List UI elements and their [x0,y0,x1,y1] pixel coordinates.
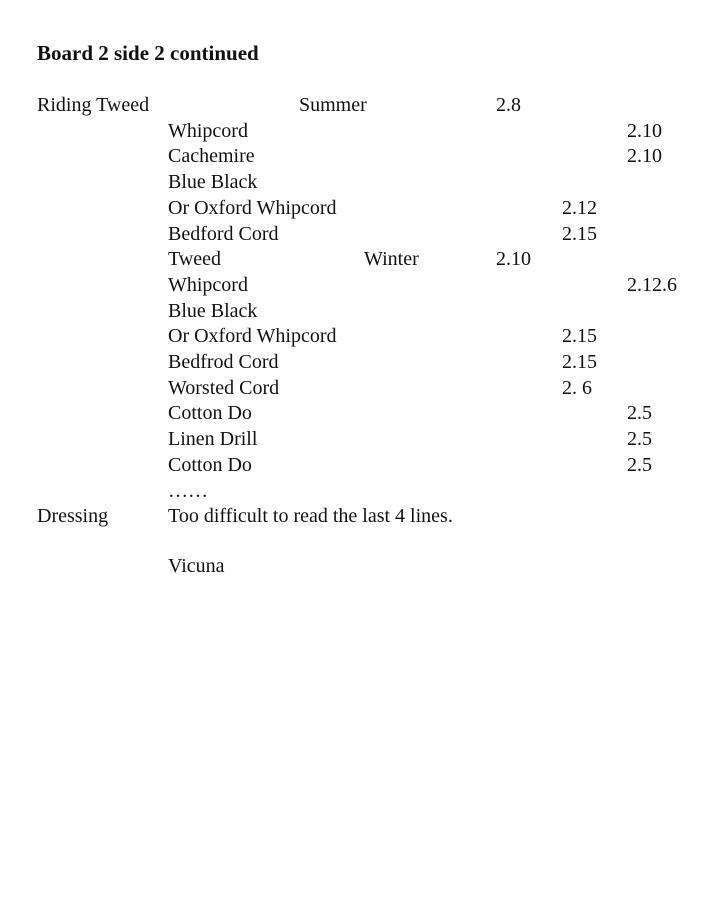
cloth-name: Worsted Cord [168,376,280,399]
price-col-3: 2.10 [627,145,662,168]
season-label: Summer [299,94,367,116]
cloth-name: Blue Black [168,171,258,194]
price-col-2: 2.15 [562,325,597,348]
page-title: Board 2 side 2 continued [37,41,259,65]
season-label: Winter [364,248,419,271]
price-col-3: 2.5 [627,428,652,451]
cloth-name: Blue Black [168,299,258,322]
cloth-name: Or Oxford Whipcord [168,325,337,348]
cloth-name: Cachemire [168,145,255,168]
cloth-name: Or Oxford Whipcord [168,196,337,219]
cloth-name: Bedford Cord [168,222,279,245]
cloth-name: Too difficult to read the last 4 lines. [168,505,453,528]
cloth-name: Bedfrod Cord [168,351,279,373]
price-col-1: 2.10 [496,248,531,271]
cloth-name: …… [168,479,208,502]
price-col-3: 2.5 [627,453,652,476]
cloth-name: Linen Drill [168,428,258,451]
cloth-name: Whipcord [168,119,248,142]
category-label: Dressing [37,505,109,528]
price-col-2: 2.15 [562,351,597,373]
price-col-2: 2.15 [562,222,597,245]
price-col-2: 2. 6 [562,376,592,399]
cloth-name: Tweed [168,248,222,271]
price-col-3: 2.5 [627,402,652,425]
price-col-3: 2.10 [627,119,662,142]
category-label: Riding Tweed [37,94,150,116]
price-col-1: 2.8 [496,94,521,116]
price-col-3: 2.12.6 [627,273,677,296]
cloth-name: Whipcord [168,273,248,296]
price-col-2: 2.12 [562,196,597,219]
footer-item: Vicuna [168,554,225,577]
cloth-name: Cotton Do [168,453,252,476]
cloth-name: Cotton Do [168,402,252,425]
